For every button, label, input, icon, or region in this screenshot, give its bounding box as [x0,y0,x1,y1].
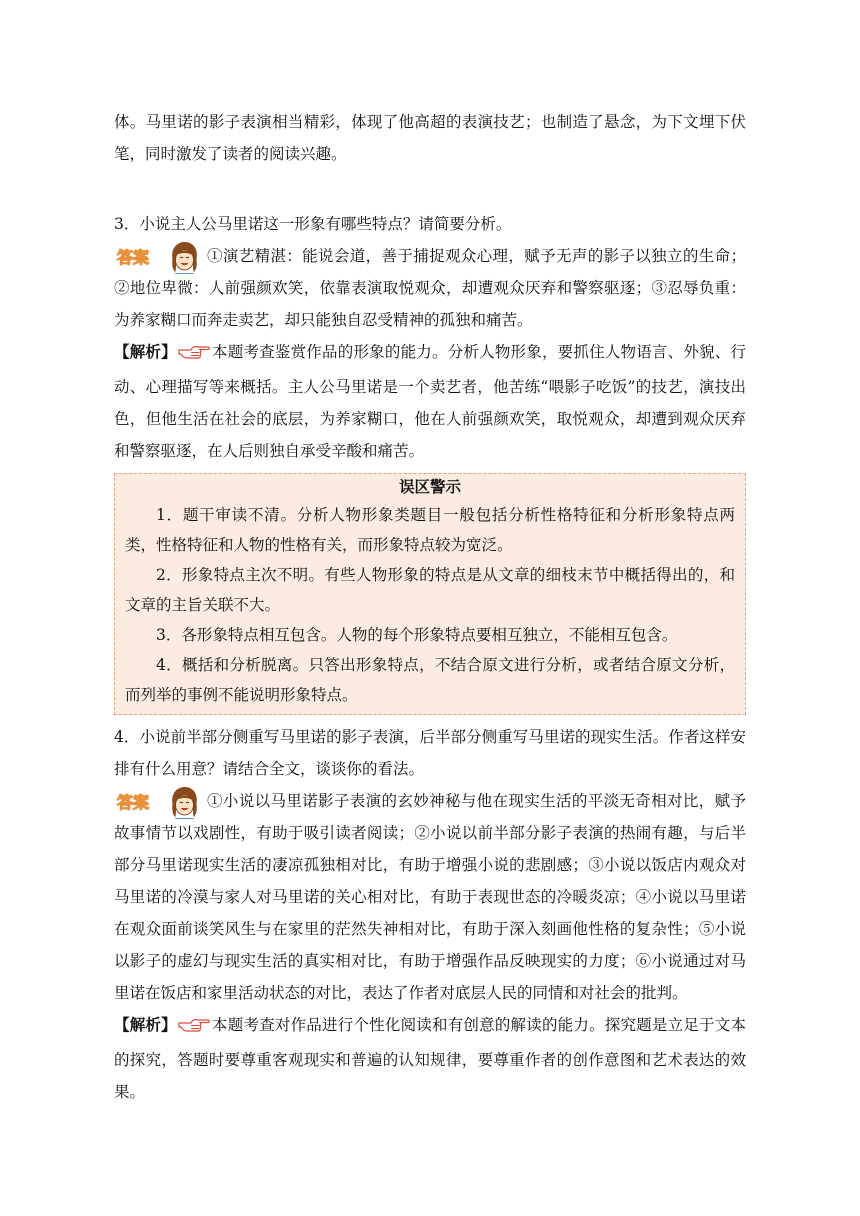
answer-4-block [114,785,746,1009]
analysis-4-text: 本题考查对作品进行个性化阅读和有创意的解读的能力。探究题是立足于文本的探究，答题时要尊重客观现实和普遍的认知规律，要尊重作者的创作意图和艺术表达的效果。 [114,1016,746,1101]
answer-badge-icon [116,787,206,819]
girl-avatar-icon [172,242,197,274]
question-3: 3．小说主人公马里诺这一形象有哪些特点？请简要分析。 [114,215,512,233]
analysis-3-paragraph [114,336,746,467]
spacer [114,170,746,208]
document-page [114,106,746,1108]
answer-label: 答案 [117,248,150,267]
warning-item: 2．形象特点主次不明。有些人物形象的特点是从文章的细枝末节中概括得出的，和文章的主旨关联不大。 [125,566,735,614]
answer-4-text: ①小说以马里诺影子表演的玄妙神秘与他在现实生活的平淡无奇相对比，赋予故事情节以戏剧性，有助于吸引读者阅读；②小说以前半部分影子表演的热闹有趣，与后半部分马里诺现实生活的凄凉孤独相对比，有助于增强小说的悲剧感；③小说以饭店内观众对马里诺的冷漠与家人对马里诺的关心相对比，有助于表现世态的冷暖炎凉；④小说以马里诺在观众面前谈笑风生与在家里的茫然失神相对比，有助于深入刻画他性格的复杂性；⑤小说以影子的虚幻与现实生活的真实相对比，有助于增强作品反映现实的力度；⑥小说通过对马里诺在饭店和家里活动状态的对比，表达了作者对底层人民的同情和对社会的批判。 [114,792,746,1002]
intro-paragraph: 体。马里诺的影子表演相当精彩，体现了他高超的表演技艺；也制造了悬念，为下文埋下伏笔，同时激发了读者的阅读兴趣。 [114,113,746,163]
warning-item: 4．概括和分析脱离。只答出形象特点，不结合原文进行分析，或者结合原文分析，而列举的事例不能说明形象特点。 [125,656,735,704]
answer-label: 答案 [117,793,150,812]
analysis-label: 【解析】 [114,342,177,361]
pointing-hand-icon [178,1012,210,1044]
warning-box [114,473,746,715]
warning-item: 3．各形象特点相互包含。人物的每个形象特点要相互独立，不能相互包含。 [156,626,678,644]
question-4: 4．小说前半部分侧重写马里诺的影子表演，后半部分侧重写马里诺的现实生活。作者这样安排有什么用意？请结合全文，谈谈你的看法。 [114,728,746,778]
pointing-hand-icon [178,339,210,371]
analysis-label: 【解析】 [114,1015,177,1034]
answer-3-block [114,240,746,336]
analysis-4-paragraph [114,1009,746,1108]
answer-badge [116,242,206,278]
girl-avatar-icon [172,787,197,819]
answer-badge-icon [116,242,206,274]
warning-title: 误区警示 [398,478,461,496]
answer-badge [116,787,206,823]
warning-item: 1．题干审读不清。分析人物形象类题目一般包括分析性格特征和分析形象特点两类，性格特征和人物的性格有关，而形象特点较为宽泛。 [125,506,735,554]
analysis-3-text: 本题考查鉴赏作品的形象的能力。分析人物形象，要抓住人物语言、外貌、行动、心理描写等来概括。主人公马里诺是一个卖艺者，他苦练“喂影子吃饭”的技艺，演技出色，但他生活在社会的底层，为养家糊口，他在人前强颜欢笑，取悦观众，却遭到观众厌弃和警察驱逐，在人后则独自承受辛酸和痛苦。 [114,343,746,460]
answer-3-text: ①演艺精湛：能说会道，善于捕捉观众心理，赋予无声的影子以独立的生命；②地位卑微：人前强颜欢笑，依靠表演取悦观众，却遭观众厌弃和警察驱逐；③忍辱负重：为养家糊口而奔走卖艺，却只能独自忍受精神的孤独和痛苦。 [114,247,746,329]
